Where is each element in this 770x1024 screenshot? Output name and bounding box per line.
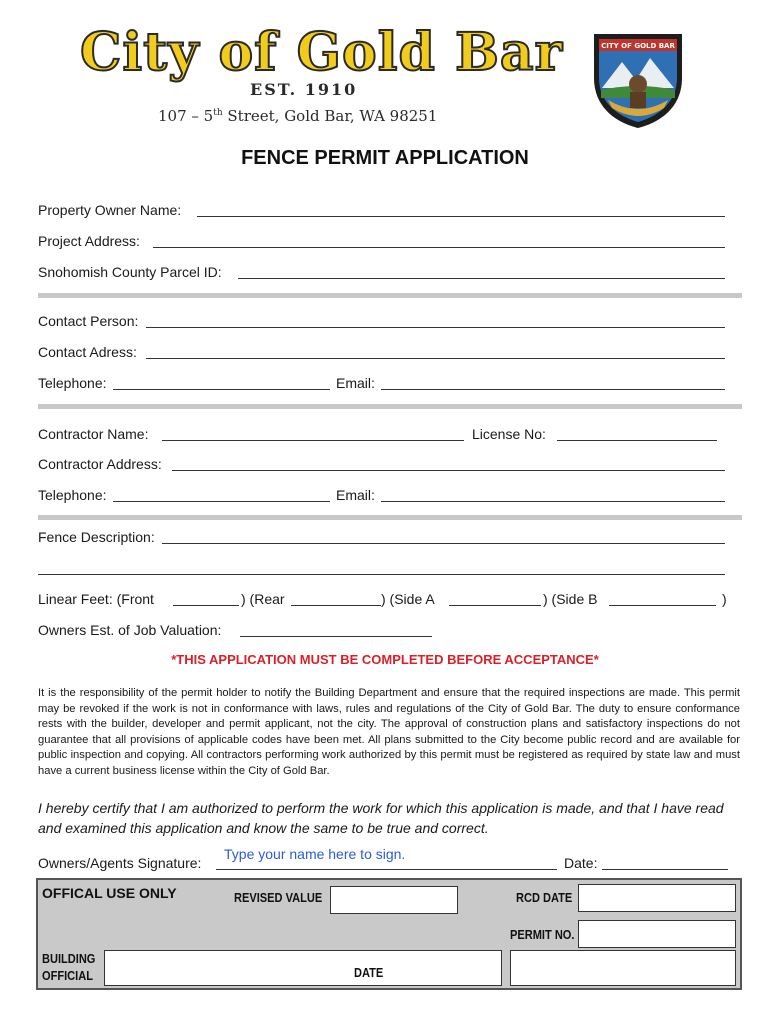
building-official-field[interactable] [104,950,502,986]
linear-feet-side-b-label: ) (Side B [543,591,598,607]
telephone-label: Telephone: [38,375,107,391]
official-date-field[interactable] [510,950,736,986]
contractor-telephone-label: Telephone: [38,487,107,503]
linear-feet-side-a-label: ) (Side A [381,591,435,607]
contact-address-field[interactable] [146,358,725,359]
contact-person-field[interactable] [146,327,725,328]
valuation-label: Owners Est. of Job Valuation: [38,622,222,638]
project-address-field[interactable] [153,247,725,248]
linear-feet-rear-label: ) (Rear [241,591,285,607]
email-field[interactable] [381,389,725,390]
linear-feet-side-a-field[interactable] [449,605,541,606]
valuation-field[interactable] [240,636,432,637]
section-divider [38,293,742,298]
section-divider [38,404,742,409]
parcel-id-label: Snohomish County Parcel ID: [38,264,222,280]
signature-label: Owners/Agents Signature: [38,855,202,871]
city-seal-icon [588,28,688,130]
license-field[interactable] [557,440,717,441]
contractor-address-field[interactable] [172,470,725,471]
date-field[interactable] [602,869,728,870]
linear-feet-front-label: Linear Feet: (Front [38,591,154,607]
linear-feet-side-b-field[interactable] [609,605,716,606]
contractor-name-label: Contractor Name: [38,426,149,442]
completion-warning: *THIS APPLICATION MUST BE COMPLETED BEFORE ACCEPTANCE* [171,652,599,667]
rcd-date-label: RCD DATE [516,890,573,905]
linear-feet-rear-field[interactable] [291,605,381,606]
parcel-id-field[interactable] [238,278,725,279]
date-label: Date: [564,855,598,871]
rcd-date-field[interactable] [578,884,736,912]
contractor-telephone-field[interactable] [113,501,330,502]
form-title: FENCE PERMIT APPLICATION [241,147,529,169]
signature-input[interactable]: Type your name here to sign. [224,846,406,862]
fence-description-field-line2[interactable] [38,574,725,575]
certification-statement: I hereby certify that I am authorized to perform the work for which this application is made, and that I have read and examined this application and know the same to be true and correct. [38,800,724,836]
section-divider [38,515,742,520]
revised-value-field[interactable] [330,886,458,914]
official-use-panel [36,878,742,990]
official-date-label: DATE [354,965,384,980]
signature-line [216,869,557,870]
revised-value-label: REVISED VALUE [234,890,323,905]
linear-feet-close-paren: ) [722,591,727,607]
contractor-email-label: Email: [336,487,375,503]
contractor-name-field[interactable] [162,440,464,441]
established-year: EST. 1910 [250,80,358,99]
contact-address-label: Contact Adress: [38,344,137,360]
permit-no-field[interactable] [578,920,736,948]
email-label: Email: [336,375,375,391]
telephone-field[interactable] [113,389,330,390]
contact-person-label: Contact Person: [38,313,139,329]
city-logo-title: City of Gold Bar [80,22,563,83]
contractor-address-label: Contractor Address: [38,456,162,472]
property-owner-label: Property Owner Name: [38,202,182,218]
fence-description-label: Fence Description: [38,529,155,545]
contractor-email-field[interactable] [381,501,725,502]
project-address-label: Project Address: [38,233,140,249]
city-address: 107 – 5th Street, Gold Bar, WA 98251 [158,107,438,125]
linear-feet-front-field[interactable] [173,605,239,606]
fence-description-field[interactable] [162,543,725,544]
building-official-label: BUILDING OFFICIAL [42,951,96,983]
official-use-title: OFFICAL USE ONLY [42,885,177,901]
permit-no-label: PERMIT NO. [510,927,575,942]
license-label: License No: [472,426,546,442]
responsibility-notice: It is the responsibility of the permit holder to notify the Building Department and ensure that the required inspections are made. This permit may be revoked if the work is not in conformance with laws, rules and regulations of the City of Gold Bar. The duty to ensure conformance rests with the builder, developer and permit applicant, not the city. The approval of construction plans and satisfactory inspections do not guarantee that all provisions of applicable codes have been met. All plans submitted to the City become public record and are available for public inspection and copying. All contractors performing work authorized by this permit must be registered as required by state law and must have a current business license within the City of Gold Bar. [38,687,740,777]
property-owner-field[interactable] [197,216,725,217]
svg-text:CITY OF GOLD BAR: CITY OF GOLD BAR [601,42,675,50]
